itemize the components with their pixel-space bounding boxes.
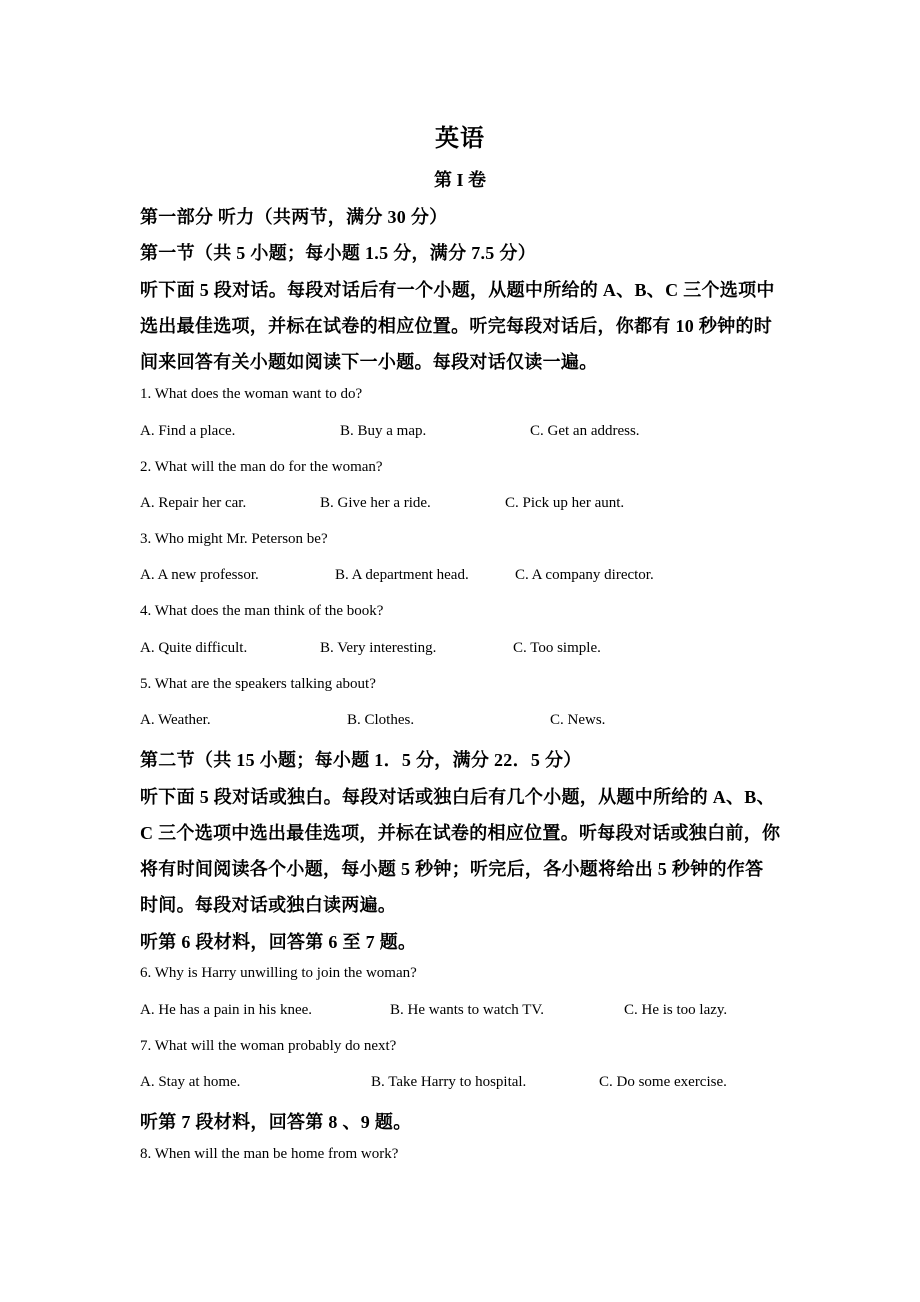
question-6-option-a: A. He has a pain in his knee.: [140, 1002, 313, 1018]
section2-instruction-line: C 三个选项中选出最佳选项，并标在试卷的相应位置。听每段对话或独白前，你: [140, 823, 781, 843]
section1-instruction-line: 间来回答有关小题如阅读下一小题。每段对话仅读一遍。: [140, 352, 598, 372]
question-5: 5. What are the speakers talking about?: [140, 676, 376, 692]
question-7-option-a: A. Stay at home.: [140, 1074, 241, 1090]
page-title: 英语: [435, 126, 485, 152]
section1-instruction-line: 选出最佳选项，并标在试卷的相应位置。听完每段对话后，你都有 10 秒钟的时: [140, 316, 773, 336]
question-7: 7. What will the woman probably do next?: [140, 1038, 397, 1054]
question-7-option-c: C. Do some exercise.: [599, 1074, 727, 1090]
section2-instruction-line: 将有时间阅读各个小题，每小题 5 秒钟；听完后，各小题将给出 5 秒钟的作答: [140, 859, 764, 879]
question-3-option-c: C. A company director.: [515, 567, 654, 583]
volume-label: 第 I 卷: [433, 170, 486, 190]
section2-instruction-line: 听下面 5 段对话或独白。每段对话或独白后有几个小题，从题中所给的 A、B、: [140, 787, 775, 807]
question-4-option-a: A. Quite difficult.: [140, 640, 248, 656]
question-6-option-b: B. He wants to watch TV.: [390, 1002, 545, 1018]
question-2: 2. What will the man do for the woman?: [140, 459, 383, 475]
question-3: 3. Who might Mr. Peterson be?: [140, 531, 328, 547]
question-4-option-b: B. Very interesting.: [320, 640, 437, 656]
question-7-option-b: B. Take Harry to hospital.: [371, 1074, 527, 1090]
question-5-option-b: B. Clothes.: [347, 712, 415, 728]
question-1-option-b: B. Buy a map.: [340, 423, 427, 439]
part1-heading: 第一部分 听力（共两节，满分 30 分）: [140, 207, 448, 227]
material-7-heading: 听第 7 段材料，回答第 8 、9 题。: [140, 1112, 412, 1132]
question-5-option-a: A. Weather.: [140, 712, 211, 728]
question-2-option-b: B. Give her a ride.: [320, 495, 431, 511]
question-4-option-c: C. Too simple.: [513, 640, 601, 656]
question-1-option-c: C. Get an address.: [530, 423, 640, 439]
question-6-option-c: C. He is too lazy.: [624, 1002, 728, 1018]
question-8: 8. When will the man be home from work?: [140, 1146, 399, 1162]
question-2-option-c: C. Pick up her aunt.: [505, 495, 625, 511]
question-1: 1. What does the woman want to do?: [140, 386, 363, 402]
section1-heading: 第一节（共 5 小题；每小题 1.5 分，满分 7.5 分）: [140, 243, 536, 263]
material-6-heading: 听第 6 段材料，回答第 6 至 7 题。: [140, 932, 417, 952]
question-3-option-a: A. A new professor.: [140, 567, 259, 583]
section2-instruction-line: 时间。每段对话或独白读两遍。: [140, 895, 397, 915]
question-1-option-a: A. Find a place.: [140, 423, 236, 439]
section1-instruction-line: 听下面 5 段对话。每段对话后有一个小题，从题中所给的 A、B、C 三个选项中: [140, 280, 775, 300]
question-2-option-a: A. Repair her car.: [140, 495, 247, 511]
question-3-option-b: B. A department head.: [335, 567, 469, 583]
section2-heading: 第二节（共 15 小题；每小题 1．5 分，满分 22．5 分）: [140, 750, 582, 770]
question-6: 6. Why is Harry unwilling to join the woman?: [140, 965, 417, 981]
question-5-option-c: C. News.: [550, 712, 606, 728]
question-4: 4. What does the man think of the book?: [140, 603, 384, 619]
